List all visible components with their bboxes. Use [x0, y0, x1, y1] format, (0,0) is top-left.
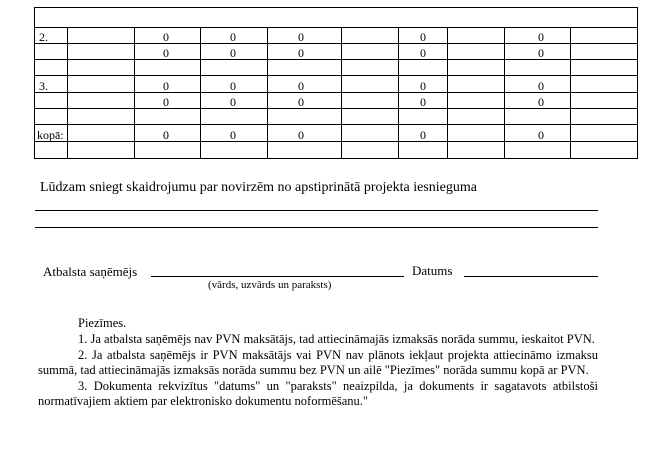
- total-value: 0: [420, 128, 426, 142]
- explanation-line: [35, 210, 598, 211]
- row-label: 3.: [39, 79, 48, 93]
- cell-value: 0: [230, 79, 236, 93]
- date-label: Datums: [412, 263, 453, 278]
- cell-subvalue: 0: [163, 95, 169, 109]
- cell-value: 0: [420, 30, 426, 44]
- cell-value: 0: [163, 30, 169, 44]
- explanation-prompt: Lūdzam sniegt skaidrojumu par novirzēm no apstiprinātā projekta iesnieguma: [40, 180, 477, 195]
- cell-value: 0: [163, 79, 169, 93]
- note-item: 1. Ja atbalsta saņēmējs nav PVN maksātājs, tad attiecināmajās izmaksās norāda summu, ieskaitot PVN.: [78, 332, 595, 347]
- total-value: 0: [230, 128, 236, 142]
- cell-subvalue: 0: [538, 95, 544, 109]
- note-item: 3. Dokumenta rekvizītus "datums" un "paraksts" neaizpilda, ja dokuments ir sagatavots atbilstoši normatīvajiem aktiem par elektronisko dokumentu noformēšanu.": [38, 378, 598, 409]
- cell-value: 0: [298, 79, 304, 93]
- total-label: kopā:: [37, 128, 64, 142]
- explanation-line: [35, 227, 598, 228]
- cell-subvalue: 0: [538, 46, 544, 60]
- cell-subvalue: 0: [163, 46, 169, 60]
- cell-value: 0: [230, 30, 236, 44]
- cell-subvalue: 0: [230, 95, 236, 109]
- cost-table-grid: [34, 7, 638, 159]
- signature-hint: (vārds, uzvārds un paraksts): [208, 279, 332, 291]
- notes-heading: Piezīmes.: [78, 316, 127, 330]
- cell-subvalue: 0: [420, 46, 426, 60]
- total-value: 0: [538, 128, 544, 142]
- signature-line: [151, 276, 404, 277]
- cell-subvalue: 0: [230, 46, 236, 60]
- recipient-label: Atbalsta saņēmējs: [43, 264, 138, 279]
- cell-value: 0: [298, 30, 304, 44]
- row-label: 2.: [39, 30, 48, 44]
- cell-value: 0: [538, 30, 544, 44]
- cell-subvalue: 0: [298, 46, 304, 60]
- total-value: 0: [163, 128, 169, 142]
- notes-section: [38, 316, 598, 409]
- cell-subvalue: 0: [420, 95, 426, 109]
- cell-value: 0: [420, 79, 426, 93]
- cell-subvalue: 0: [298, 95, 304, 109]
- total-value: 0: [298, 128, 304, 142]
- date-line: [464, 276, 598, 277]
- note-item: 2. Ja atbalsta saņēmējs ir PVN maksātājs vai PVN nav plānots iekļaut projekta attiecināmo izmaksu summā, tad attiecināmajās izmaksās norāda summu bez PVN un ailē "Piezīmes" norāda summu kopā ar PVN.: [38, 347, 598, 378]
- cell-value: 0: [538, 79, 544, 93]
